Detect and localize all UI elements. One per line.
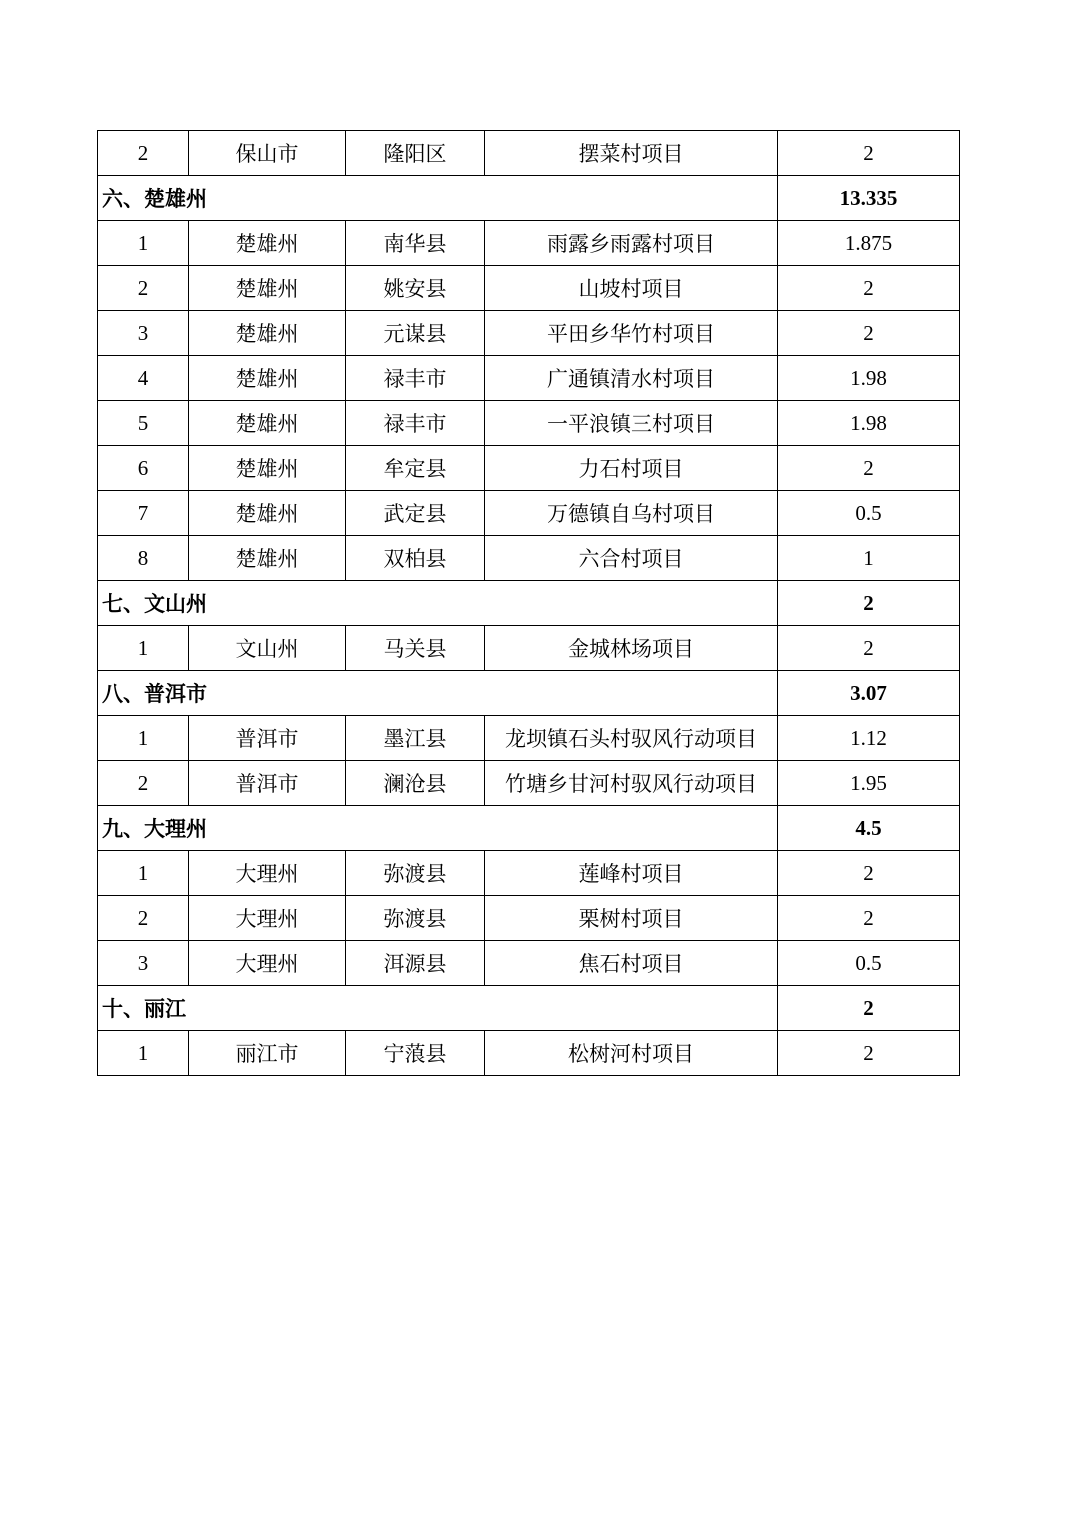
city-cell: 楚雄州 bbox=[189, 536, 346, 581]
section-title: 九、大理州 bbox=[98, 806, 778, 851]
section-title: 十、丽江 bbox=[98, 986, 778, 1031]
city-cell: 楚雄州 bbox=[189, 401, 346, 446]
county-cell: 双柏县 bbox=[346, 536, 485, 581]
section-title: 七、文山州 bbox=[98, 581, 778, 626]
city-cell: 楚雄州 bbox=[189, 491, 346, 536]
table-row bbox=[98, 761, 960, 806]
row-number-cell: 1 bbox=[98, 851, 189, 896]
county-cell: 澜沧县 bbox=[346, 761, 485, 806]
county-cell: 洱源县 bbox=[346, 941, 485, 986]
row-number-cell: 2 bbox=[98, 266, 189, 311]
row-number-cell: 2 bbox=[98, 761, 189, 806]
amount-cell: 0.5 bbox=[778, 941, 960, 986]
row-number-cell: 1 bbox=[98, 221, 189, 266]
project-name-cell: 龙坝镇石头村驭风行动项目 bbox=[485, 716, 778, 761]
amount-cell: 2 bbox=[778, 131, 960, 176]
section-total: 2 bbox=[778, 986, 960, 1031]
project-name-cell: 金城林场项目 bbox=[485, 626, 778, 671]
section-header-row bbox=[98, 176, 960, 221]
row-number-cell: 1 bbox=[98, 1031, 189, 1076]
section-title: 六、楚雄州 bbox=[98, 176, 778, 221]
table-row bbox=[98, 311, 960, 356]
section-header-row bbox=[98, 671, 960, 716]
amount-cell: 1.98 bbox=[778, 356, 960, 401]
county-cell: 牟定县 bbox=[346, 446, 485, 491]
city-cell: 楚雄州 bbox=[189, 266, 346, 311]
county-cell: 隆阳区 bbox=[346, 131, 485, 176]
project-name-cell: 力石村项目 bbox=[485, 446, 778, 491]
row-number-cell: 4 bbox=[98, 356, 189, 401]
city-cell: 楚雄州 bbox=[189, 221, 346, 266]
amount-cell: 2 bbox=[778, 626, 960, 671]
table-row bbox=[98, 851, 960, 896]
table-row bbox=[98, 356, 960, 401]
project-name-cell: 雨露乡雨露村项目 bbox=[485, 221, 778, 266]
city-cell: 楚雄州 bbox=[189, 446, 346, 491]
project-name-cell: 万德镇自乌村项目 bbox=[485, 491, 778, 536]
table-row bbox=[98, 266, 960, 311]
amount-cell: 2 bbox=[778, 266, 960, 311]
table-row bbox=[98, 221, 960, 266]
city-cell: 普洱市 bbox=[189, 761, 346, 806]
city-cell: 楚雄州 bbox=[189, 356, 346, 401]
project-name-cell: 山坡村项目 bbox=[485, 266, 778, 311]
project-name-cell: 栗树村项目 bbox=[485, 896, 778, 941]
project-name-cell: 六合村项目 bbox=[485, 536, 778, 581]
row-number-cell: 7 bbox=[98, 491, 189, 536]
city-cell: 大理州 bbox=[189, 896, 346, 941]
project-name-cell: 广通镇清水村项目 bbox=[485, 356, 778, 401]
project-name-cell: 摆菜村项目 bbox=[485, 131, 778, 176]
project-name-cell: 松树河村项目 bbox=[485, 1031, 778, 1076]
amount-cell: 1 bbox=[778, 536, 960, 581]
amount-cell: 1.95 bbox=[778, 761, 960, 806]
row-number-cell: 5 bbox=[98, 401, 189, 446]
county-cell: 禄丰市 bbox=[346, 401, 485, 446]
project-name-cell: 竹塘乡甘河村驭风行动项目 bbox=[485, 761, 778, 806]
project-name-cell: 平田乡华竹村项目 bbox=[485, 311, 778, 356]
table-row bbox=[98, 1031, 960, 1076]
county-cell: 禄丰市 bbox=[346, 356, 485, 401]
section-total: 2 bbox=[778, 581, 960, 626]
table-row bbox=[98, 491, 960, 536]
county-cell: 弥渡县 bbox=[346, 896, 485, 941]
amount-cell: 0.5 bbox=[778, 491, 960, 536]
city-cell: 保山市 bbox=[189, 131, 346, 176]
project-name-cell: 焦石村项目 bbox=[485, 941, 778, 986]
amount-cell: 2 bbox=[778, 1031, 960, 1076]
row-number-cell: 1 bbox=[98, 716, 189, 761]
project-name-cell: 莲峰村项目 bbox=[485, 851, 778, 896]
county-cell: 弥渡县 bbox=[346, 851, 485, 896]
county-cell: 武定县 bbox=[346, 491, 485, 536]
city-cell: 丽江市 bbox=[189, 1031, 346, 1076]
county-cell: 马关县 bbox=[346, 626, 485, 671]
row-number-cell: 6 bbox=[98, 446, 189, 491]
city-cell: 普洱市 bbox=[189, 716, 346, 761]
county-cell: 宁蒗县 bbox=[346, 1031, 485, 1076]
county-cell: 元谋县 bbox=[346, 311, 485, 356]
amount-cell: 1.875 bbox=[778, 221, 960, 266]
table-row bbox=[98, 446, 960, 491]
amount-cell: 2 bbox=[778, 446, 960, 491]
row-number-cell: 2 bbox=[98, 896, 189, 941]
section-total: 13.335 bbox=[778, 176, 960, 221]
row-number-cell: 3 bbox=[98, 311, 189, 356]
table-row bbox=[98, 401, 960, 446]
row-number-cell: 2 bbox=[98, 131, 189, 176]
county-cell: 南华县 bbox=[346, 221, 485, 266]
table-row bbox=[98, 536, 960, 581]
county-cell: 姚安县 bbox=[346, 266, 485, 311]
city-cell: 大理州 bbox=[189, 941, 346, 986]
table-row bbox=[98, 716, 960, 761]
amount-cell: 2 bbox=[778, 896, 960, 941]
row-number-cell: 8 bbox=[98, 536, 189, 581]
amount-cell: 2 bbox=[778, 851, 960, 896]
table-row bbox=[98, 131, 960, 176]
project-table-body bbox=[98, 131, 960, 1076]
amount-cell: 2 bbox=[778, 311, 960, 356]
city-cell: 文山州 bbox=[189, 626, 346, 671]
section-header-row bbox=[98, 806, 960, 851]
county-cell: 墨江县 bbox=[346, 716, 485, 761]
project-table bbox=[97, 130, 960, 1076]
table-row bbox=[98, 896, 960, 941]
row-number-cell: 3 bbox=[98, 941, 189, 986]
city-cell: 楚雄州 bbox=[189, 311, 346, 356]
table-row bbox=[98, 941, 960, 986]
row-number-cell: 1 bbox=[98, 626, 189, 671]
amount-cell: 1.98 bbox=[778, 401, 960, 446]
section-title: 八、普洱市 bbox=[98, 671, 778, 716]
amount-cell: 1.12 bbox=[778, 716, 960, 761]
section-header-row bbox=[98, 581, 960, 626]
table-row bbox=[98, 626, 960, 671]
project-name-cell: 一平浪镇三村项目 bbox=[485, 401, 778, 446]
section-header-row bbox=[98, 986, 960, 1031]
section-total: 4.5 bbox=[778, 806, 960, 851]
section-total: 3.07 bbox=[778, 671, 960, 716]
city-cell: 大理州 bbox=[189, 851, 346, 896]
